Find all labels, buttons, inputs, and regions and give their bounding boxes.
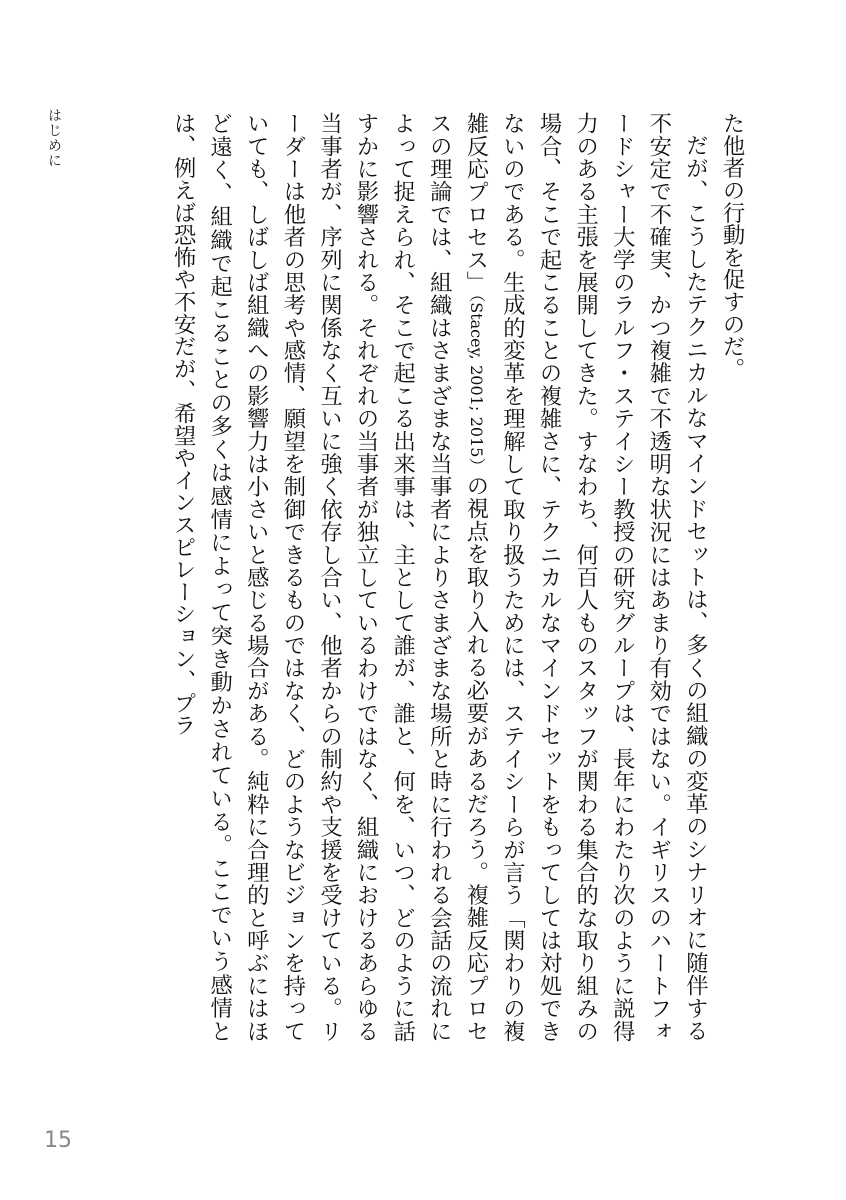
paragraph-2 <box>165 112 714 1042</box>
body-text <box>150 112 750 1042</box>
paragraph-2-text: だが、こうしたテクニカルなマインドセットは、多くの組織の変革のシナリオに随伴する不安定で不確実、かつ複雑で不透明な状況にはあまり有効ではない。イギリスのハートフォードシャー大学のラルフ・ステイシー教授の研究グループは、長年にわたり次のように説得力のある主張を展開してきた。すなわち、何百人ものスタッフが関わる集合的な取り組みの場合、そこで起こることの複雑さに、テクニカルなマインドセットをもってしては対処できないのである。生成的変革を理解して取り扱うためには、ステイシーらが言う「関わりの複雑反応プロセス」 <box>462 112 709 1042</box>
paragraph-1: た他者の行動を促すのだ。 <box>719 112 745 380</box>
citation: （Stacey, 2001; 2015） <box>466 293 486 475</box>
paragraph-2-continued: の視点を取り入れる必要があるだろう。複雑反応プロセスの理論では、組織はさまざまな当事者によりさまざまな場所と時に行われる会話の流れによって捉えられ、そこで起こる出来事は、主として誰が、誰と、何を、いつ、どのように話すかに影響される。それぞれの当事者が独立しているわけではなく、組織におけるあらゆる当事者が、序列に関係なく互いに強く依存し合い、他者からの制約や支援を受けている。リーダーは他者の思考や感情、願望を制御できるものではなく、どのようなビジョンを持っていても、しばしば組織への影響力は小さいと感じる場合がある。純粋に合理的と呼ぶにはほど遠く、組織で起こることの多くは感情によって突き動かされている。ここでいう感情とは、例えば恐怖や不安だが、希望やインスピレーション、プラ <box>170 112 489 1042</box>
running-head: はじめに <box>46 108 62 168</box>
page-number: 15 <box>44 1128 72 1153</box>
